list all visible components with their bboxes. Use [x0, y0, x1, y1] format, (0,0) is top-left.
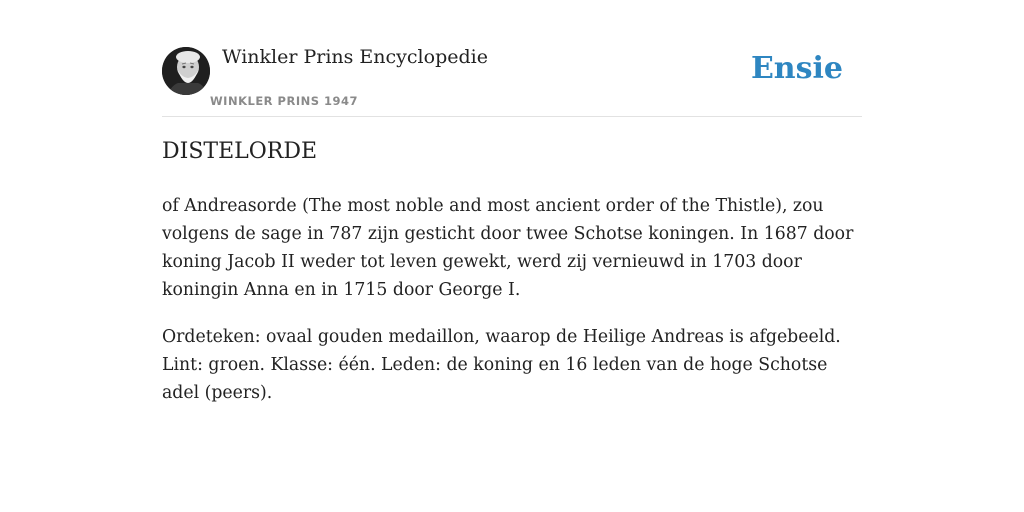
article-paragraph: of Andreasorde (The most noble and most ancient order of the Thistle), zou volgens de sage in 787 zijn gesticht door twee Schotse koningen. In 1687 door koning Jacob II weder tot leven gewekt, werd zij vernieuwd in 1703 door koningin Anna en in 1715 door George I.	[162, 196, 854, 300]
header	[162, 40, 862, 117]
article-title: DISTELORDE	[162, 139, 318, 164]
site-name-link[interactable]: Winkler Prins Encyclopedie	[222, 46, 488, 68]
ensie-logo[interactable]: Ensie	[750, 51, 843, 86]
source-subtitle: WINKLER PRINS 1947	[210, 94, 359, 108]
article-paragraph: Ordeteken: ovaal gouden medaillon, waarop de Heilige Andreas is afgebeeld. Lint: groen. Klasse: één. Leden: de koning en 16 leden van de hoge Schotse adel (peers).	[162, 327, 841, 403]
article-body	[162, 192, 862, 426]
avatar[interactable]	[162, 47, 210, 95]
bearded-man-portrait-icon	[162, 47, 210, 95]
